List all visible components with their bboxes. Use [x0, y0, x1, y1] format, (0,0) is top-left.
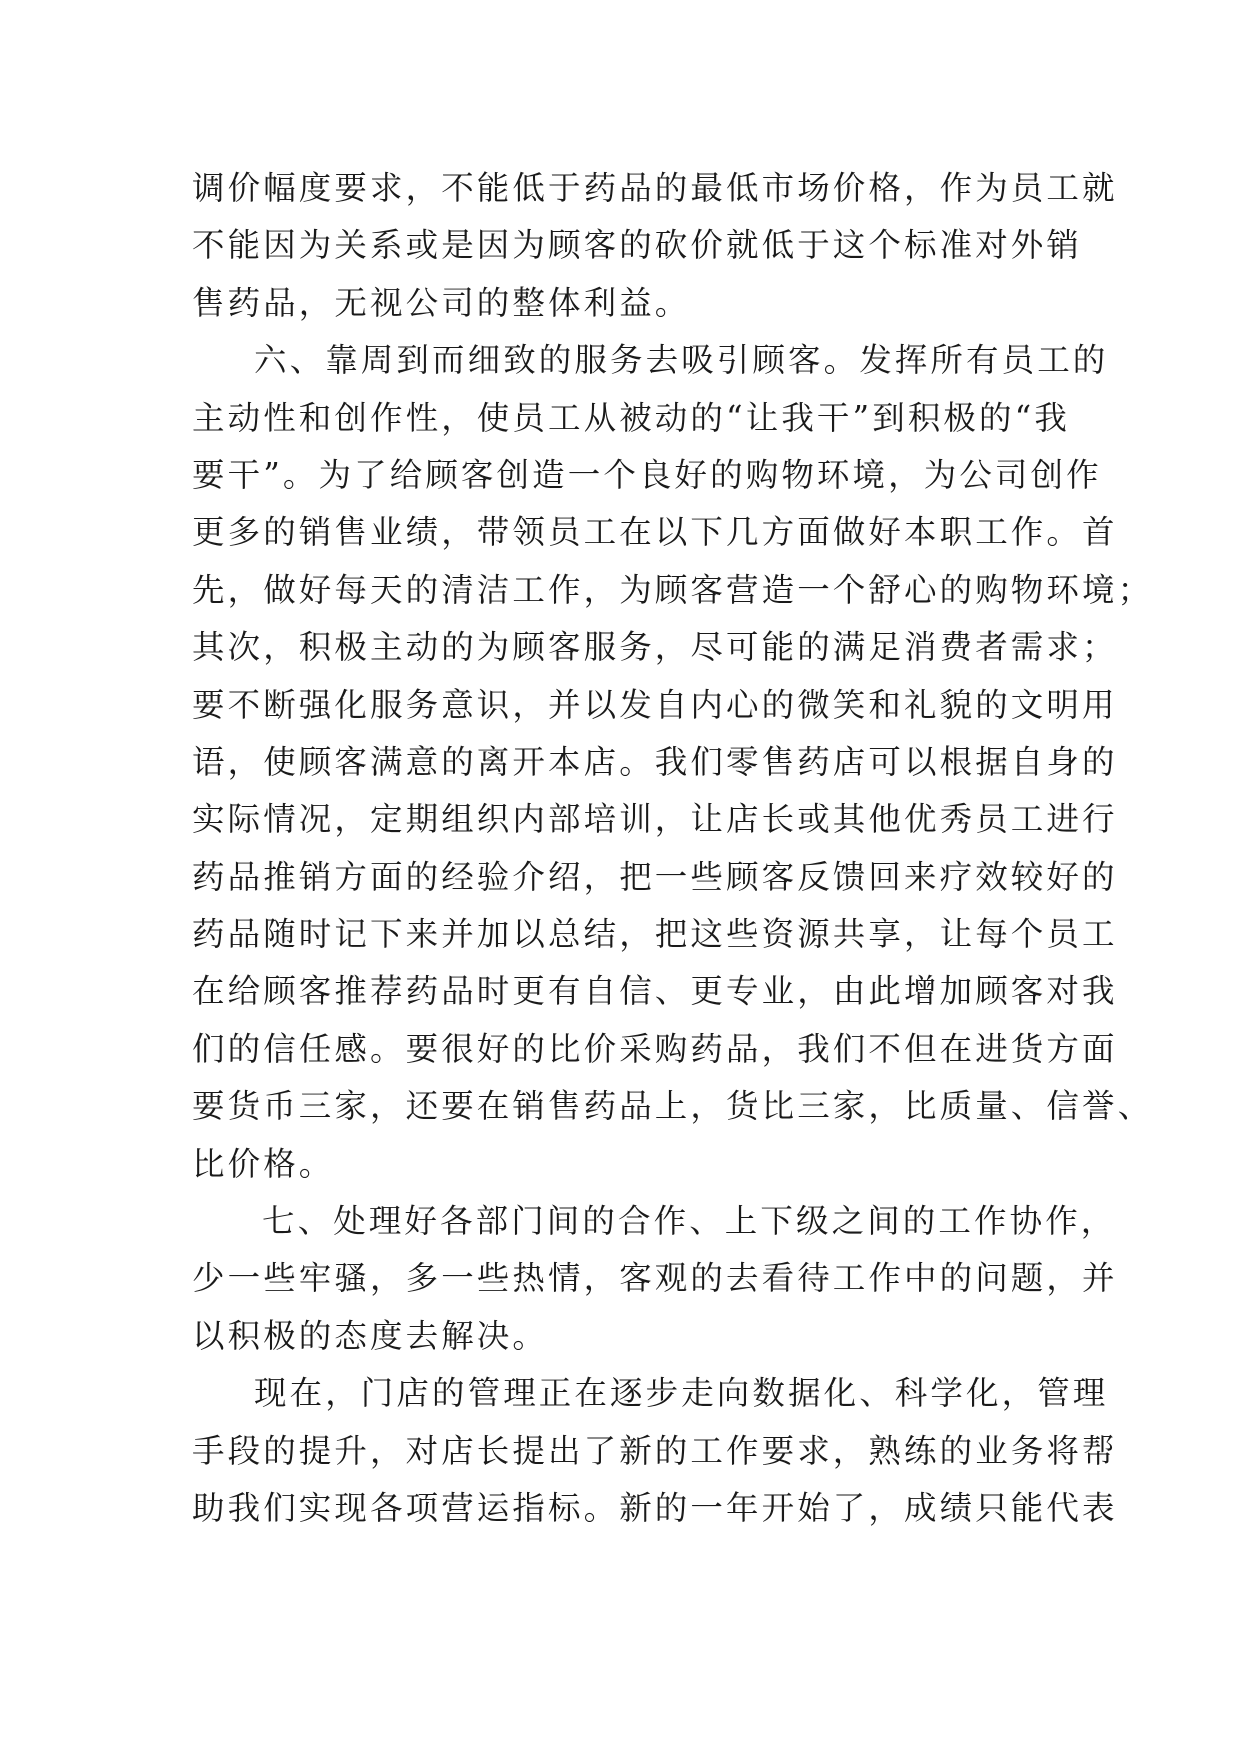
text-line: 要不断强化服务意识，并以发自内心的微笑和礼貌的文明用: [192, 685, 1118, 724]
text-line: 语，使顾客满意的离开本店。我们零售药店可以根据自身的: [192, 742, 1118, 781]
paragraph-six-first-line: 六、靠周到而细致的服务去吸引顾客。发挥所有员工的: [254, 341, 1109, 380]
text-line: 主动性和创作性，使员工从被动的“让我干”到积极的“我: [192, 398, 1070, 437]
paragraph-seven-first-line: 七、处理好各部门间的合作、上下级之间的工作协作，: [262, 1202, 1117, 1241]
text-line: 实际情况，定期组织内部培训，让店长或其他优秀员工进行: [192, 800, 1118, 839]
text-line: 们的信任感。要很好的比价采购药品，我们不但在进货方面: [192, 1029, 1118, 1068]
text-line: 不能因为关系或是因为顾客的砍价就低于这个标准对外销: [192, 226, 1083, 265]
text-line: 手段的提升，对店长提出了新的工作要求，熟练的业务将帮: [192, 1431, 1118, 1470]
text-line: 以积极的态度去解决。: [192, 1316, 549, 1355]
text-line: 在给顾客推荐药品时更有自信、更专业，由此增加顾客对我: [192, 972, 1118, 1011]
text-line: 调价幅度要求，不能低于药品的最低市场价格，作为员工就: [192, 169, 1118, 207]
text-line: 比价格。: [192, 1144, 335, 1183]
text-line: 药品随时记下来并加以总结，把这些资源共享，让每个员工: [192, 915, 1118, 954]
text-line: 要干”。为了给顾客创造一个良好的购物环境，为公司创作: [192, 455, 1102, 494]
body-text: [192, 160, 1154, 1537]
text-line: 先，做好每天的清洁工作，为顾客营造一个舒心的购物环境；: [192, 570, 1154, 609]
text-line: 药品推销方面的经验介绍，把一些顾客反馈回来疗效较好的: [192, 857, 1118, 896]
text-line: 更多的销售业绩，带领员工在以下几方面做好本职工作。首: [192, 513, 1118, 552]
paragraph-now-first-line: 现在，门店的管理正在逐步走向数据化、科学化，管理: [254, 1374, 1109, 1413]
text-line: 少一些牢骚，多一些热情，客观的去看待工作中的问题，并: [192, 1259, 1118, 1298]
text-line: 要货币三家，还要在销售药品上，货比三家，比质量、信誉、: [192, 1087, 1154, 1126]
text-line: 助我们实现各项营运指标。新的一年开始了，成绩只能代表: [192, 1488, 1118, 1527]
text-line: 其次，积极主动的为顾客服务，尽可能的满足消费者需求；: [192, 628, 1118, 667]
text-line: 售药品，无视公司的整体利益。: [192, 283, 691, 322]
